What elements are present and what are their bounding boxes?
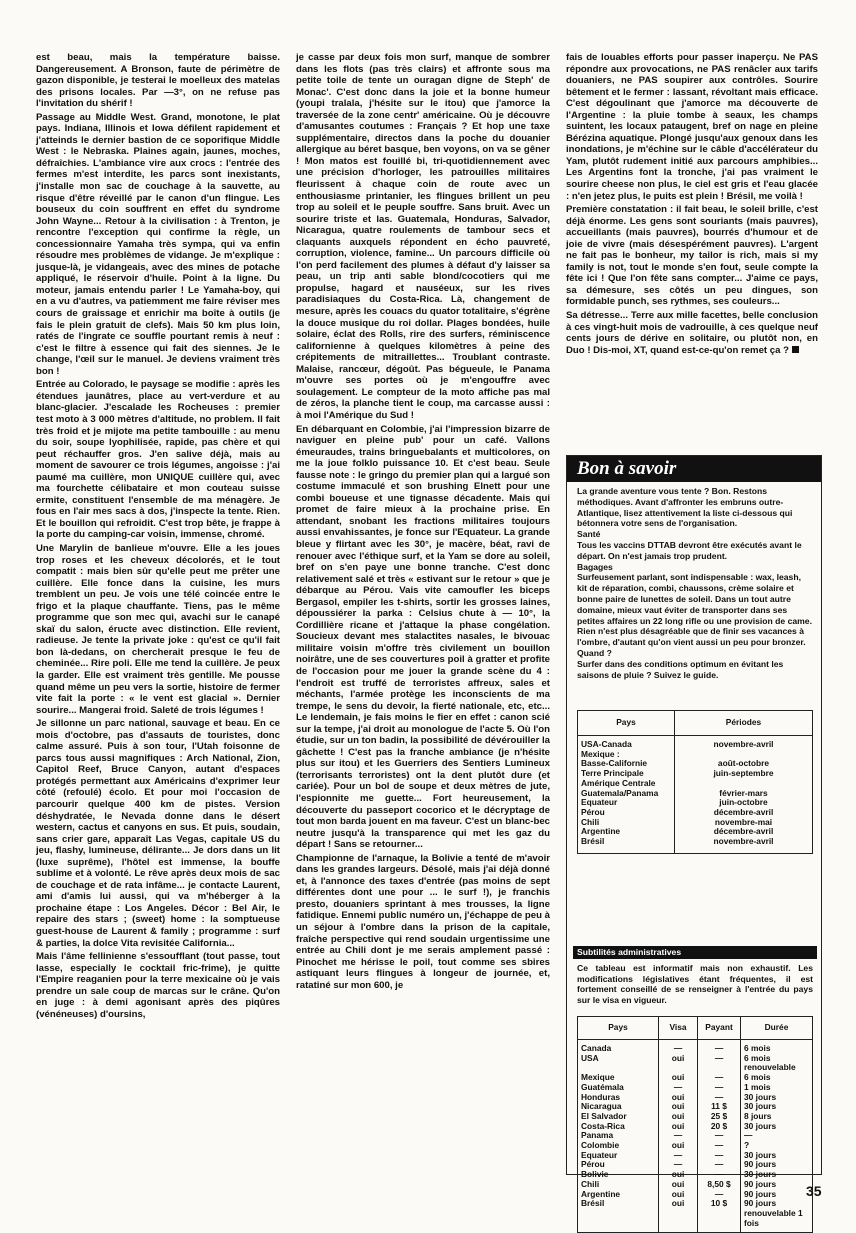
paragraph: Passage au Middle West. Grand, monotone, le plat pays. Indiana, Illinois et Iowa défilent rapidement et j'atteinds le dernier bastion de ce soporifique Middle West : le Nebraska. Plaines again, jaunes, moches, défraîchies. L'ambiance vire aux crocs : l'entrée des fermes m'est interdite, les parcs sont inexistants, j'installe mon sac de couchage à la sauvette, au risque d'être réveillé par le canon d'un flingue. Les bouseux du coin souffrent en effet du syndrome John Wayne... Retour à la civilisation : à Trenton, je rencontre l'exception qui confirme la règle, un concessionnaire Yamaha très sympa, qui va enfin résoudre mes problèmes de vidange. Je m'explique : jusque-là, je vidangeais, avec des mines de potache appliqué, le réservoir d'huile. Point à la ligne. Du moteur, jamais entendu parler ! Le Yamaha-boy, qui en a vu d'autres, va patiemment me faire réviser mes cours de graissage et enrichir ma boîte à outils (je fais le plein gratuit de clefs). Mais 50 km plus loin, ratés de l'ingrate ce souffle pourtant remis à neuf : c'est le filtre à essence qui fait des siennes. Je le change, l'œil sur le manuel. Je deviens vraiment très bon ! [36,111,280,377]
paragraph: Première constatation : il fait beau, le soleil brille, c'est déjà énorme. Les gens sont souriants (mais pauvres), accueillants (mais pauvres), bourrés d'humour et de joie de vivre (mais désespérément pauvres). L'argent ne fait pas le bonheur, my tailor is rich, mais si my family is not, tout le monde s'en fout, seule compte la fête ici ! Que l'on fête sans compter... J'aime ce pays, sa démesure, ses côtés un peu dingues, son formidable punch, ses rythmes, ses couleurs... [566,204,818,308]
paragraph-text: Sa détresse... Terre aux mille facettes, belle conclusion à ces vingt-huit mois de vadrouille, à ces quelque neuf cents jours de dérive en solitaire, ou plutôt non, en Duo ! Dis-moi, XT, quand est-ce-qu'on remet ça ? [566,310,818,356]
duration-cell: 6 mois renouvelable [744,1052,796,1073]
article-column-2 [296,52,550,1192]
table-row [578,798,813,808]
admin-section [577,946,813,1006]
column-header: Visa [659,1017,698,1040]
admin-text: Ce tableau est informatif mais non exhaustif. Les modifications législatives étant fréquentes, il est fortement conseillé de se renseigner à l'entrée du pays sur le visa en vigueur. [577,962,813,1006]
paragraph: Une Marylin de banlieue m'ouvre. Elle a les joues trop roses et les cheveux décolorés, et le tout compatit : mais bien sûr qu'elle peut me prêter une cuillère. Elle fonce dans la cuisine, les murs tremblent un peu. Je vois une télé coincée entre le frigo et la plaque chauffante. Tiens, pas le même programme que son mec qui, avachi sur le canapé skaï du salon, éructe avec distinction. Elle revient, radieuse. Je tente la private joke : qu'est ce qu'il fait bon là-dedans, on chercherait presque le feu de cheminée... Rire poli. Elle me tend la cuillère. Je peux la garder. Elle est vraiment très gentille. Me pousse quand même un peu vers la sortie, histoire de fermer vite fait la porte : « le vent est glacial ». Dernier sourire... Mangerai froid. Saleté de trois légumes ! [36,542,280,716]
article-column-3 [566,52,818,482]
fee-cell: 8,50 $ [698,1180,741,1190]
duration-cell: ? [744,1140,750,1151]
fee-cell: 10 $ [698,1199,741,1233]
country-cell: Argentine [578,1190,659,1200]
paragraph: En débarquant en Colombie, j'ai l'impression bizarre de naviguer en pleine pub' pour un café. Vallons émeuraudes, trains bringuebalants et multicolores, on me la joue folklo puissance 10. Et c'est beau. Seule fausse note : le gringo du premier plan qui a largué son costume immaculé et son brushing Elnett pour une combi boueuse et une tignasse décadente. Mais qui promet de faire mieux à la prochaine prise. En attendant, snobant les fractions militaires toujours aussi envahissantes, je fonce sur l'Equateur. La grande bleue y flirtant avec les 30°, je macère, béat, ravi de renouer avec l'éthique surf, et la Yam se dore au soleil, bref on s'en paye une bonne tranche. C'est donc relativement salé et très « estivant sur le retour » que je débarque au Pérou. Vais vite camoufler les biceps Bergasol, empiler les t-shirts, sortir les grosses laines, dépoussiérer la parka : Celsius chute à — 10°, la Cordillière ricane et j'attaque la phase congélation. Soucieux devant mes stalactites nasales, le bivouac militaire voisin m'offre très civilement un bouillon noirâtre, une de ses couvertures poil à gratter et profite de l'occasion pour me jouer la grande scène du 4 : l'endroit est truffé de terroristes affreux, sales et méchants, l'armée protège les inconscients de ma trempe, le sens du devoir, la fierté nationale, etc, etc... Le lendemain, je fais moins le fier en effet : canon scié sur la tempe, j'ai droit au monologue de l'acte 5. Où l'on étudie, sur un ton badin, la possibilité de dévérouiller la gâchette ! C'est pas la franche ambiance (je n'hésite plus sur itou) et les Guerriers des Sentiers Lumineux (terrorisants terroristes) ont la dent plutôt dure (et cariée). Pour un bol de soupe et deux mètres de jute, l'espionnite me guette... Fort heureusement, la découverte du passeport cocorico et le décryptage de tout mon barda jouent en ma faveur. C'est un blanc-bec neutre jusqu'à la transparence qui met les gaz du départ ! Sans se retourner... [296,423,550,851]
fee-cell: 20 $ [698,1122,741,1132]
info-box-body [577,486,813,680]
text-sante: Tous les vaccins DTTAB devront être exécutés avant le départ. On n'est jamais trop prudent. [577,539,802,561]
table-row [578,1054,813,1073]
table-row [578,1170,813,1180]
visa-cell: — [659,1131,698,1141]
country-cell: Argentine [578,827,675,837]
country-cell: Nicaragua [578,1102,659,1112]
table-row [578,808,813,818]
info-box-title: Bon à savoir [567,456,821,482]
heading-quand: Quand ? [577,647,612,658]
fee-cell: — [698,1093,741,1103]
visa-cell: oui [659,1180,698,1190]
period-cell: juin-septembre [713,768,774,779]
fee-cell: — [698,1073,741,1083]
duration-cell: 8 jours [744,1110,772,1121]
country-cell: Brésil [578,1199,659,1233]
table-row [578,837,813,853]
info-intro: La grande aventure vous tente ? Bon. Restons méthodiques. Avant d'affronter les embruns outre-Atlantique, lisez attentivement la liste ci-dessous qui bétonnera votre sens de l'organisation. [577,486,793,529]
duration-cell: 30 jours [744,1120,777,1131]
paragraph: je casse par deux fois mon surf, manque de sombrer dans les flots (pas très clairs) et affronte sous ma petite toile de tente un ouragan digne de Steph' de Monac'. C'est donc dans la joie et la bonne humeur (youpi tralala, j'hésite sur le itou) que j'amorce la traversée de la zone centr' américaine. Où je découvre d'amusantes coutumes : Français ? Et hop une taxe supplémentaire, directos dans la poche du douanier allergique au béret basque, ben voyons, on va se gêner ! Mon matos est fouillé bi, tri-quotidiennement avec une précision d'horloger, les patrouilles militaires fleurissent à chaque coin de route avec un enthousiasme printanier, les flingues brillent un peu trop au soleil et le peuple souffre. Sans bruit. Avec un sourire triste et las. Guatemala, Honduras, Salvador, Nicaragua, quatre roulements de tambour secs et claquants auxquels répondent en écho pauvreté, corruption, violence, famine... Un parcours difficile où l'on perd facilement des plumes à défaut d'y laisser sa peau, un trip anti sable blond/cocotiers qui me propulse, hagard et nauséeux, sur les rives paradisiaques du Costa-Rica. Là, changement de mesure, après les couacs du quator totalitaire, s'égrène la douce musique du roi dollar. Plages bondées, huile solaire, éclat des Rolls, rire des surfers, réminiscence californienne à quelques kilomètres à peine des crépitements de mitraillettes... Troublant contraste. Malaise, rancœur, dégoût. Pas bégueule, le Panama m'ouvre ses portes où je m'engouffre avec soulagement. Le compteur de la moto affiche pas mal de zéros, la planche tient le coup, ma carcasse aussi : à moi l'Amérique du Sud ! [296,52,550,421]
visa-cell: — [659,1151,698,1161]
visa-cell: oui [659,1170,698,1180]
period-cell: novembre-avril [713,836,774,847]
country-cell: El Salvador [578,1112,659,1122]
fee-cell: — [698,1151,741,1161]
period-cell: février-mars [719,787,768,798]
duration-cell: 90 jours [744,1178,777,1189]
visa-table [577,1016,813,1233]
duration-cell: 30 jours [744,1149,777,1160]
fee-cell: — [698,1190,741,1200]
visa-cell: — [659,1083,698,1093]
country-cell: Mexique : [578,750,675,760]
table-row [578,1040,813,1054]
country-cell: USA [578,1054,659,1073]
visa-cell: oui [659,1073,698,1083]
table-row [578,1190,813,1200]
fee-cell: — [698,1083,741,1093]
country-cell: Amérique Centrale [578,779,675,789]
visa-cell: oui [659,1093,698,1103]
country-cell: Canada [578,1040,659,1054]
table-row [578,827,813,837]
duration-cell: 90 jours [744,1159,777,1170]
country-cell: Chili [578,1180,659,1190]
duration-cell: 90 jours [744,1188,777,1199]
text-bagages: Surfeusement parlant, sont indispensable : wax, leash, kit de réparation, combi, chaussons, crème solaire et bonne paire de lunettes de soleil. Dans un tout autre domaine, mieux vaut éviter de transporter dans ses petites affaires un 22 long rifle ou une provision de came. Rien n'est plus désagréable que de finir ses vacances à l'ombre, d'autant qu'on vient aussi un peu pour bronzer. [577,572,812,648]
end-of-article-square-icon [792,346,799,353]
country-cell: USA-Canada [578,736,675,750]
paragraph: Entrée au Colorado, le paysage se modifie : après les étendues jaunâtres, place au vert-verdure et au blanc-glacier. J'escalade les Rocheuses : premier test moto à 3 000 mètres d'altitude, no problem. Il fait très froid et je mijote ma petite tambouille : au menu du soir, soupe lyophilisée, rapide, pas chère et qui peut réchauffer gros. J'en salive déjà, mais au moment de savourer ce trois légumes, angoisse : j'ai paumé ma cuillère, mon UNIQUE cuillère qui, avec ma fourchette célibataire et mon couteau suisse ermite, constituent l'ensemble de ma ménagère. Je fous en l'air mes sacs à dos, j'inspecte la tente. Rien. Et le bouillon qui refroidit. C'est trop bête, je frappe à la porte du camping-car voisin, immense, chromé. [36,379,280,541]
visa-cell: — [659,1040,698,1054]
fee-cell: — [698,1170,741,1180]
fee-cell: — [698,1131,741,1141]
admin-heading: Subtilités administratives [573,946,817,959]
column-header: Pays [578,711,675,736]
paragraph: Mais l'âme fellinienne s'essoufflant (tout passe, tout lasse, especially le cocktail fric-frime), je quitte l'Empire reaganien pour la terre mexicaine où je vais prendre un sale coup de marcas sur le crâne. Qu'on en juge : à demi agonisant après des piqûres (vénéneuses) d'oursins, [36,951,280,1020]
duration-cell: — [744,1130,753,1141]
table-row [578,736,813,750]
visa-cell: oui [659,1054,698,1073]
column-header: Périodes [675,711,813,736]
period-cell: décembre-avril [713,806,774,817]
period-cell: juin-octobre [719,797,768,808]
country-cell: Equateur [578,1151,659,1161]
period-cell: août-octobre [717,758,770,769]
duration-cell: 30 jours [744,1091,777,1102]
duration-cell: 6 mois [744,1043,771,1053]
table-row [578,1199,813,1233]
fee-cell: — [698,1141,741,1151]
country-cell: Guatemala/Panama [578,789,675,799]
country-cell: Panama [578,1131,659,1141]
fee-cell: — [698,1160,741,1170]
duration-cell: 1 mois [744,1081,771,1092]
country-cell: Honduras [578,1093,659,1103]
duration-cell: 30 jours [744,1101,777,1112]
column-header: Durée [741,1017,813,1040]
fee-cell: — [698,1040,741,1054]
duration-cell: 6 mois [744,1072,771,1083]
period-cell: novembre-mai [714,816,773,827]
visa-cell: oui [659,1141,698,1151]
column-header: Pays [578,1017,659,1040]
country-cell: Guatémala [578,1083,659,1093]
paragraph: fais de louables efforts pour passer inaperçu. Ne PAS répondre aux provocations, ne PAS renâcler aux tarifs douaniers, ne PAS soupirer aux contrôles. Sourire bêtement et le fermer : lassant, révoltant mais efficace. C'est dégoulinant que j'amorce ma découverte de l'Argentine : la pluie tombe à seaux, les champs suintent, les locaux pataugent, bref on nage en pleine Bérézina aquatique. Plongé jusqu'aux genoux dans les inondations, je m'échine sur le câble d'accélérateur du Yam, plutôt rudement initié aux parcours amphibies... Les Argentins font la tronche, j'ai pas vraiment le sourire cheese non plus, le ciel est gris et l'eau glacée : n'en jetez plus, le puits est plein ! Brésil, me voilà ! [566,52,818,202]
visa-cell: oui [659,1102,698,1112]
paragraph: Championne de l'arnaque, la Bolivie a tenté de m'avoir dans les grandes largeurs. Désolé, mais j'ai déjà donné et, à l'annonce des taxes d'entrée (pas moins de sept différentes dont une pour ... le surf !), je franchis presto, douaniers sprintant à mes trousses, la ligne fatidique. Ennemi public numéro un, j'échappe de peu à un séjour à l'ombre dans la prison de la capitale, fraîche perspective qui rend soudain urgentissime une entrée au Chili dont je me serais amplement passé : Pinochet me hérisse le poil, tout comme ses sbires astiquant leurs flingues à longeur de journée, et, ratatiné sur mon 600, je [296,852,550,991]
country-cell: Equateur [578,798,675,808]
period-cell: novembre-avril [713,739,774,749]
country-cell: Costa-Rica [578,1122,659,1132]
country-cell: Pérou [578,808,675,818]
visa-cell: oui [659,1122,698,1132]
visa-cell: oui [659,1190,698,1200]
country-cell: Mexique [578,1073,659,1083]
seasons-table [577,710,813,854]
table-row [578,1160,813,1170]
period-cell: décembre-avril [713,826,774,837]
page-number: 35 [806,1183,822,1199]
country-cell: Bolivie [578,1170,659,1180]
paragraph: Je sillonne un parc national, sauvage et beau. En ce mois d'octobre, pas d'assauts de touristes, donc calme assuré. Puis à son tour, l'Utah foisonne de parcs tous aussi magnifiques : Arch National, Zion, Capitol Reef, Bruce Canyon, autant d'espaces protégés permettant aux Américains d'exprimer leur côté (refoulé) écolo. Et pour moi l'occasion de parcourir quelque 400 km de pistes. Version déshydratée, le Nevada donne dans le désert western, cactus et canyons en sus. Et puis, soudain, sans crier gare, apparaît Las Vegas, capitale US du jeu, flashy, lumineuse, délirante... Je dors dans un lit (luxe suprême), l'hôtel est immense, la bouffe sublime et à volonté. Le rêve après deux mois de sac de couchage et de rata infâme... je contacte Laurent, ami d'amis lui aussi, qui va m'héberger à la prochaine étape : Los Angeles. Décor : Bel Air, le repaire des stars ; (sweet) home : la somptueuse guest-house de Laurent & family ; programme : surf & parties, la dolce Vita revisitée California... [36,718,280,949]
country-cell: Pérou [578,1160,659,1170]
fee-cell: 25 $ [698,1112,741,1122]
article-column-1 [36,52,280,1192]
text-quand: Surfer dans des conditions optimum en évitant les saisons de pluie ? Suivez le guide. [577,658,784,680]
heading-sante: Santé [577,529,601,540]
duration-cell: 30 jours [744,1169,777,1180]
visa-cell: oui [659,1199,698,1233]
country-cell: Colombie [578,1141,659,1151]
visa-cell: oui [659,1112,698,1122]
country-cell: Brésil [578,837,675,853]
paragraph [566,310,818,356]
visa-cell: — [659,1160,698,1170]
country-cell: Basse-Californie [578,759,675,769]
table-row [578,1151,813,1161]
heading-bagages: Bagages [577,561,613,572]
country-cell: Chili [578,818,675,828]
country-cell: Terre Principale [578,769,675,779]
duration-cell: 90 jours renouvelable 1 fois [744,1198,803,1228]
column-header: Payant [698,1017,741,1040]
fee-cell: — [698,1054,741,1073]
fee-cell: 11 $ [698,1102,741,1112]
paragraph: est beau, mais la température baisse. Dangereusement. A Bronson, faute de périmètre de gazon disponible, je testerai le moelleux des matelas des prisons locales. Par —3°, on ne refuse pas l'invitation du shérif ! [36,52,280,110]
